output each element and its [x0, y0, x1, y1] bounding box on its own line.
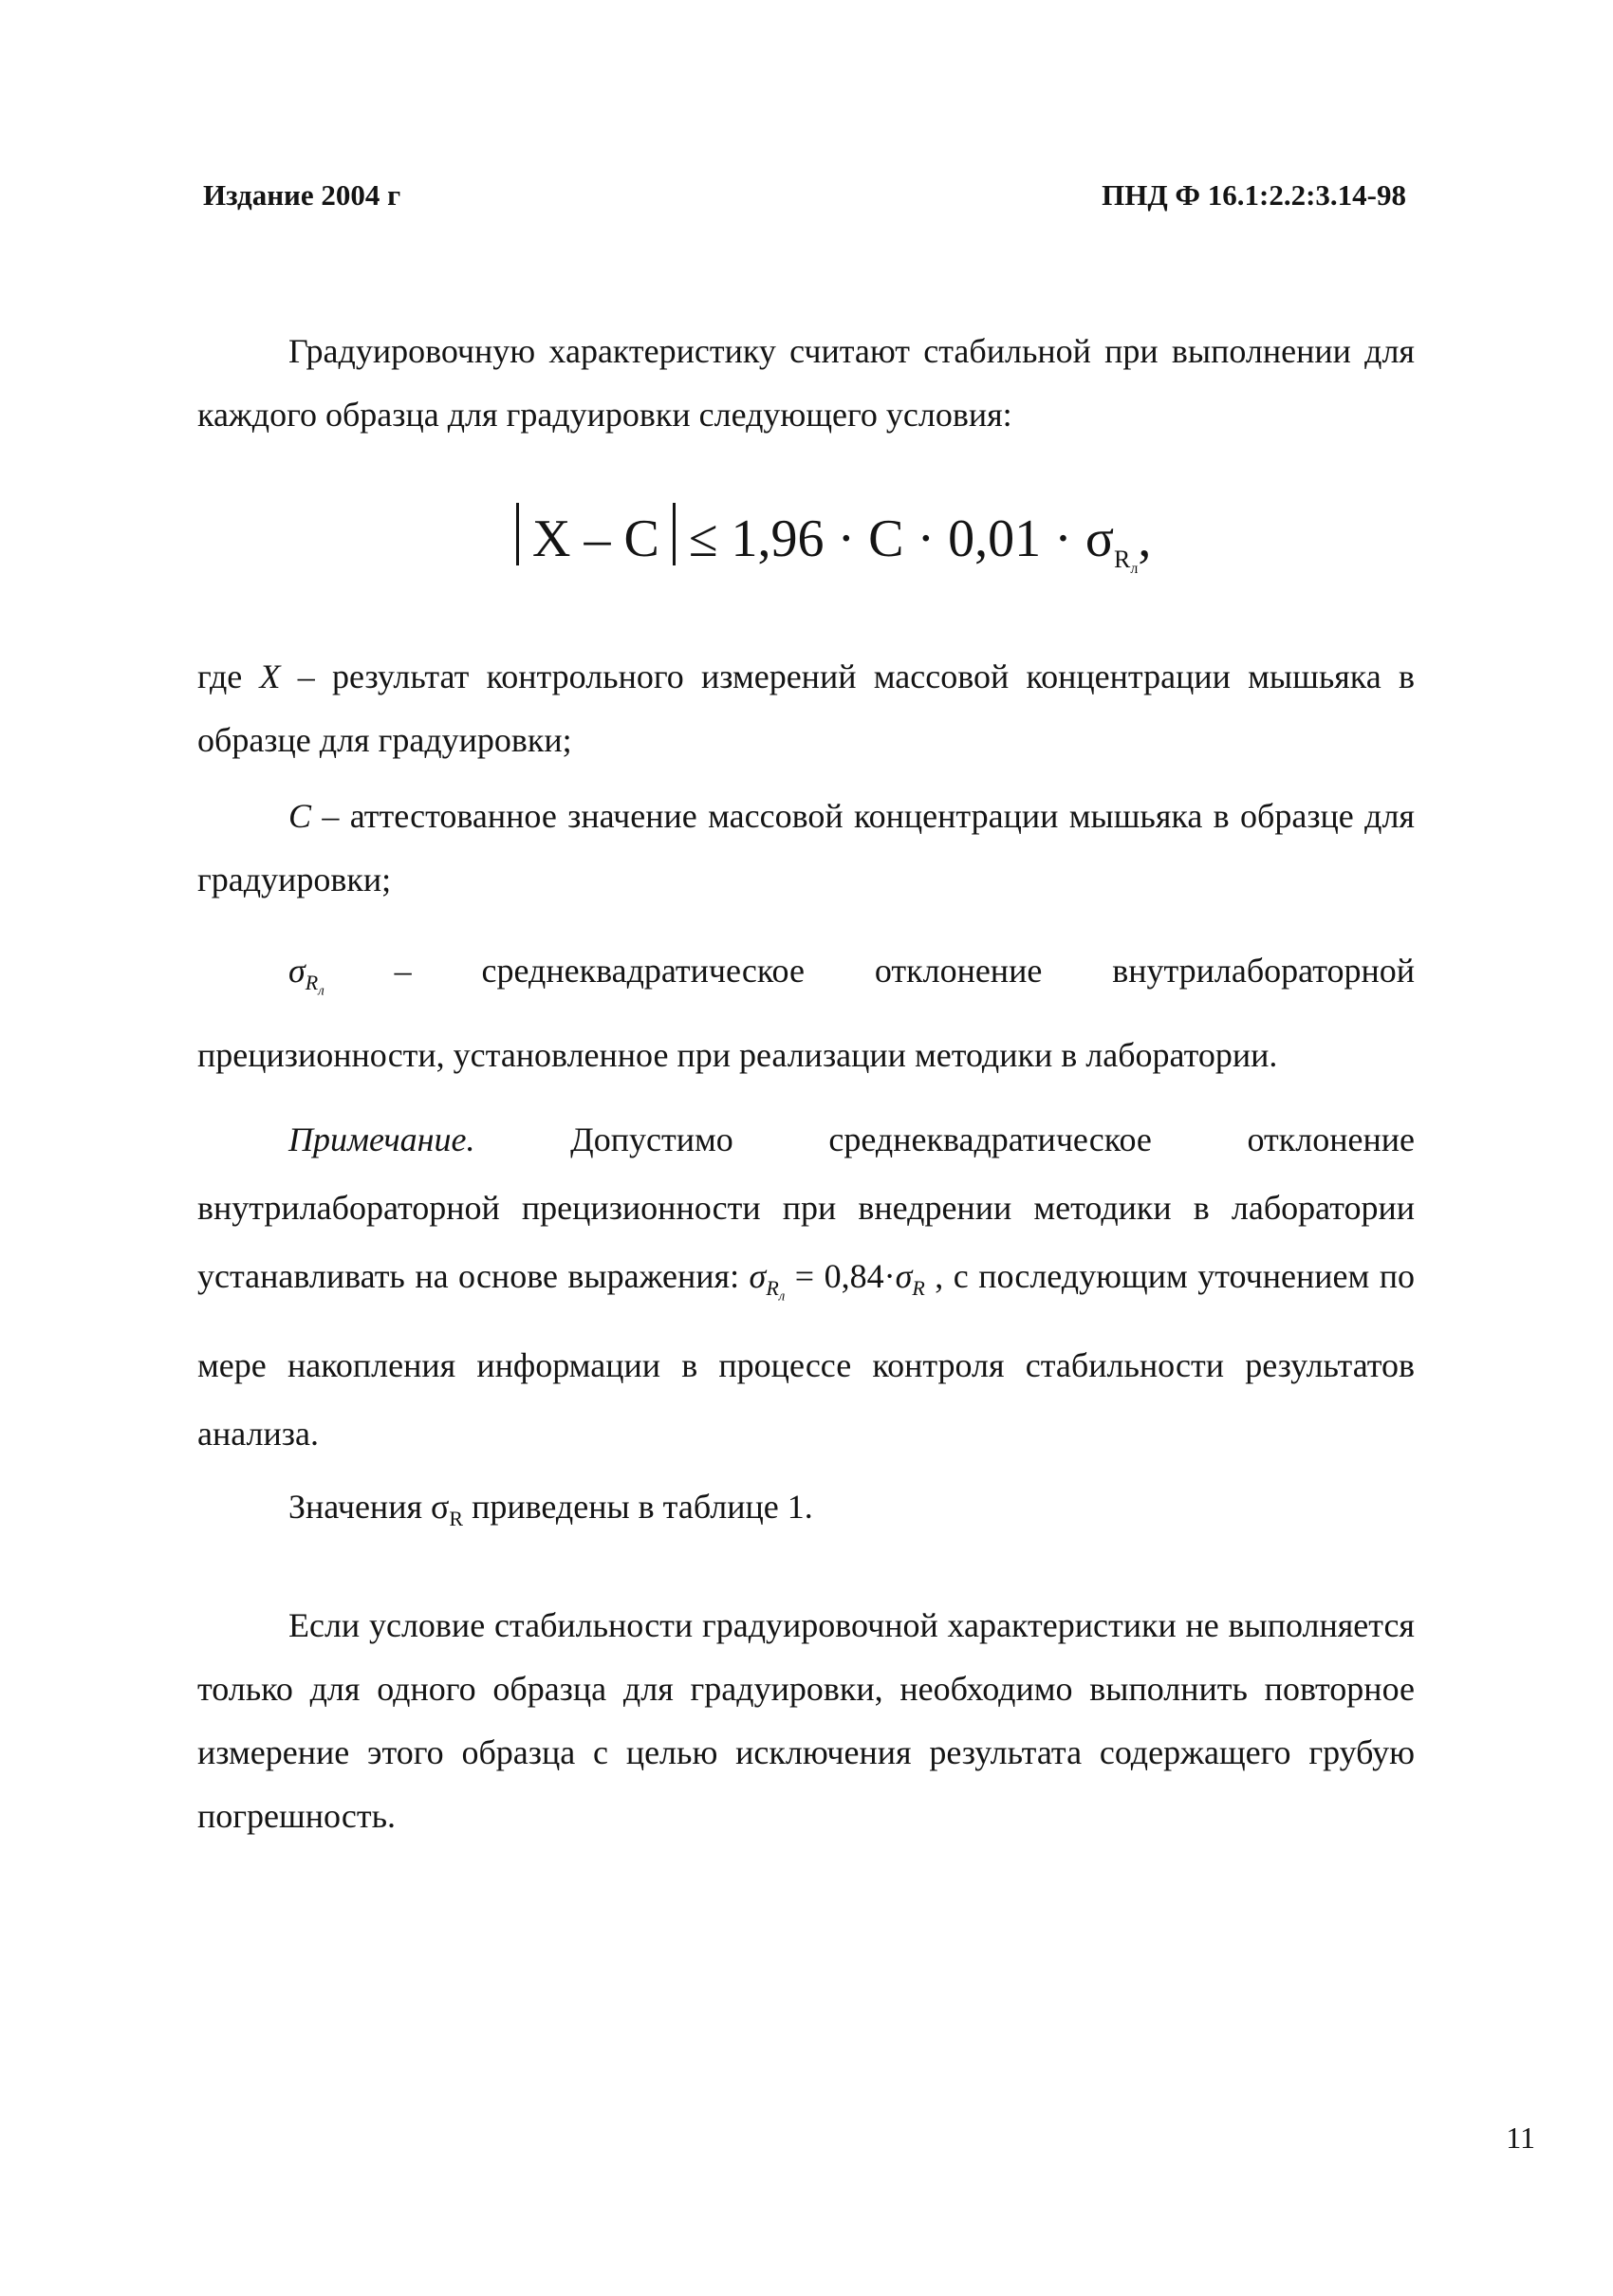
values-after: приведены в таблице 1. [463, 1488, 813, 1526]
document-code: ПНД Ф 16.1:2.2:3.14-98 [1102, 178, 1406, 212]
note-text-after: , с последующим уточнением по мере накопления информации в процессе контроля стабильности результатов анализа. [197, 1257, 1415, 1453]
stability-formula [503, 503, 1151, 578]
note-label: Примечание. [288, 1120, 475, 1158]
formula-tail: , [1138, 509, 1152, 568]
page-number: 11 [1506, 2120, 1535, 2155]
abs-bar-left [516, 503, 519, 565]
values-before: Значения [288, 1488, 432, 1526]
note-text-before: Допустимо среднеквадратическое отклонение внутрилабораторной прецизионности при внедрении методики в лаборатории устанавливать на основе выражения: [197, 1120, 1415, 1295]
where-c-paragraph [197, 785, 1415, 912]
where-x-paragraph [197, 645, 1415, 772]
where-x-text: – результат контрольного измерений массовой концентрации мышьяка в образце для градуировки; [197, 657, 1415, 759]
note-mid: = 0,84· [785, 1257, 896, 1295]
where-sigma-paragraph [197, 939, 1415, 1087]
where-prefix: где [197, 657, 260, 695]
formula-subsub: л [1130, 561, 1139, 578]
final-paragraph: Если условие стабильности градуировочной характеристики не выполняется только для одного образца для градуировки, необходимо выполнить повторное измерение этого образца с целью исключения результата содержащего грубую погрешность. [197, 1606, 1415, 1835]
symbol-x: X [259, 657, 281, 695]
values-line [197, 1475, 1415, 1550]
where-c-text: – аттестованное значение массовой концентрации мышьяка в образце для градуировки; [197, 797, 1415, 898]
note-symbol-sigma-r: $\sigma_R$ [895, 1257, 925, 1301]
edition-label: Издание 2004 г [203, 178, 401, 212]
where-sigma-text: – среднеквадратическое отклонение внутрилабораторной прецизионности, установленное при реализации методики в лаборатории. [197, 952, 1415, 1074]
symbol-sigma-rl: $\sigma_{R_л}$ [288, 952, 324, 999]
note-paragraph [197, 1105, 1415, 1468]
abs-bar-right [673, 503, 676, 565]
formula-left: X – C [532, 509, 659, 568]
intro-paragraph: Градуировочную характеристику считают стабильной при выполнении для каждого образца для градуировки следующего условия: [197, 332, 1415, 434]
values-symbol-sigma-r: $\sigma_R$ [431, 1488, 464, 1531]
formula-right: ≤ 1,96 · C · 0,01 · σ [688, 509, 1115, 568]
symbol-c: C [288, 797, 312, 835]
formula-sub: Rл [1114, 546, 1139, 578]
note-symbol-sigma-rl: $\sigma_{R_л}$ [749, 1257, 786, 1305]
